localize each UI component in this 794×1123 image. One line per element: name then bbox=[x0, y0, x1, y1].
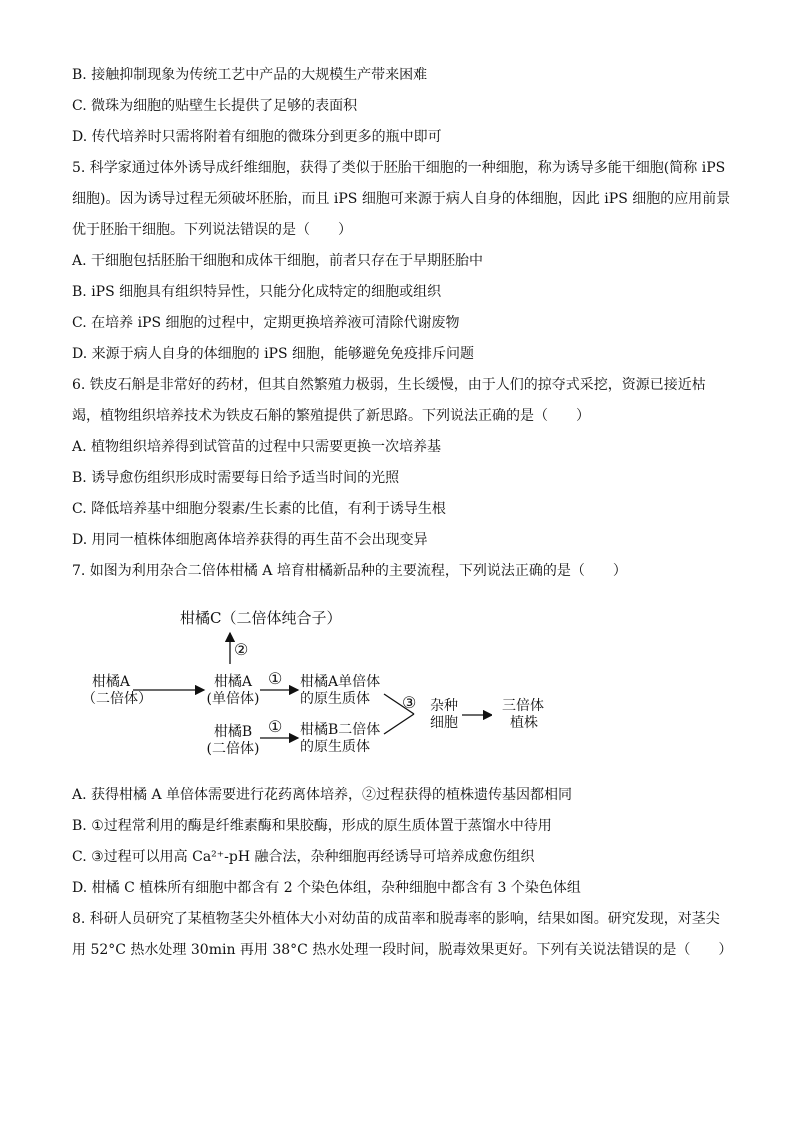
hybrid-cell-label-2: 细胞 bbox=[430, 715, 458, 731]
step-1b-marker: ① bbox=[268, 717, 283, 736]
citrus-a-label: 柑橘A bbox=[91, 674, 131, 690]
option-4c: C. 微珠为细胞的贴壁生长提供了足够的表面积 bbox=[72, 98, 358, 114]
protoplast-a-label: 柑橘A单倍体 bbox=[300, 674, 381, 690]
option-6c: C. 降低培养基中细胞分裂素/生长素的比值，有利于诱导生根 bbox=[72, 501, 446, 517]
option-4d: D. 传代培养时只需将附着有细胞的微珠分到更多的瓶中即可 bbox=[72, 129, 442, 145]
question-5-line-1: 5. 科学家通过体外诱导成纤维细胞，获得了类似于胚胎干细胞的一种细胞，称为诱导多能干细胞(简称 iPS bbox=[72, 160, 726, 176]
question-8-line-2: 用 52°C 热水处理 30min 再用 38°C 热水处理一段时间，脱毒效果更好。下列有关说法错误的是（ ） bbox=[72, 942, 733, 958]
protoplast-a-label-2: 的原生质体 bbox=[300, 691, 370, 707]
step-2-marker: ② bbox=[234, 640, 249, 659]
hybrid-cell-label: 杂种 bbox=[430, 698, 458, 714]
option-5c: C. 在培养 iPS 细胞的过程中，定期更换培养液可清除代谢废物 bbox=[72, 315, 460, 331]
haploid-a-label: 柑橘A bbox=[213, 674, 253, 690]
question-6-line-1: 6. 铁皮石斛是非常好的药材，但其自然繁殖力极弱，生长缓慢，由于人们的掠夺式采挖，资源已接近枯 bbox=[72, 377, 706, 393]
option-5b: B. iPS 细胞具有组织特异性，只能分化成特定的细胞或组织 bbox=[72, 284, 442, 300]
question-5-line-2: 细胞)。因为诱导过程无须破坏胚胎，而且 iPS 细胞可来源于病人自身的体细胞，因此 iPS 细胞的应用前景 bbox=[72, 191, 731, 207]
haploid-a-ploidy: (单倍体) bbox=[206, 691, 260, 707]
citrus-a-ploidy: （二倍体） bbox=[82, 691, 152, 707]
option-5a: A. 干细胞包括胚胎干细胞和成体干细胞，前者只存在于早期胚胎中 bbox=[72, 253, 484, 269]
option-5d: D. 来源于病人自身的体细胞的 iPS 细胞，能够避免免疫排斥问题 bbox=[72, 346, 475, 362]
question-8-line-1: 8. 科研人员研究了某植物茎尖外植体大小对幼苗的成苗率和脱毒率的影响，结果如图。研究发现，对茎尖 bbox=[72, 911, 720, 927]
question-6-line-2: 竭，植物组织培养技术为铁皮石斛的繁殖提供了新思路。下列说法正确的是（ ） bbox=[72, 408, 590, 424]
option-4b: B. 接触抑制现象为传统工艺中产品的大规模生产带来困难 bbox=[72, 67, 428, 83]
option-7c: C. ③过程可以用高 Ca²⁺-pH 融合法，杂种细胞再经诱导可培养成愈伤组织 bbox=[72, 849, 535, 865]
citrus-b-ploidy: (二倍体) bbox=[206, 741, 260, 757]
breeding-flow-diagram bbox=[72, 600, 492, 770]
question-7-line-1: 7. 如图为利用杂合二倍体柑橘 A 培育柑橘新品种的主要流程，下列说法正确的是（ ） bbox=[72, 563, 627, 579]
option-6b: B. 诱导愈伤组织形成时需要每日给予适当时间的光照 bbox=[72, 470, 400, 486]
option-6d: D. 用同一植株体细胞离体培养获得的再生苗不会出现变异 bbox=[72, 532, 428, 548]
option-7a: A. 获得柑橘 A 单倍体需要进行花药离体培养，②过程获得的植株遗传基因都相同 bbox=[72, 787, 573, 803]
option-7b: B. ①过程常利用的酶是纤维素酶和果胶酶，形成的原生质体置于蒸馏水中待用 bbox=[72, 818, 552, 834]
triploid-plant-label-1: 三倍体 bbox=[502, 698, 544, 714]
step-3-marker: ③ bbox=[402, 693, 417, 712]
citrus-b-label: 柑橘B bbox=[213, 724, 253, 740]
question-5-line-3: 优于胚胎干细胞。下列说法错误的是（ ） bbox=[72, 222, 352, 238]
merge-line-bottom bbox=[384, 714, 414, 734]
step-1-marker: ① bbox=[268, 669, 283, 688]
protoplast-b-label-2: 的原生质体 bbox=[300, 739, 370, 755]
citrus-c-label: 柑橘C（二倍体纯合子） bbox=[180, 609, 342, 627]
option-7d: D. 柑橘 C 植株所有细胞中都含有 2 个染色体组，杂种细胞中都含有 3 个染色体组 bbox=[72, 880, 581, 896]
triploid-plant-label-2: 植株 bbox=[510, 715, 538, 731]
protoplast-b-label: 柑橘B二倍体 bbox=[300, 722, 381, 738]
option-6a: A. 植物组织培养得到试管苗的过程中只需要更换一次培养基 bbox=[72, 439, 442, 455]
